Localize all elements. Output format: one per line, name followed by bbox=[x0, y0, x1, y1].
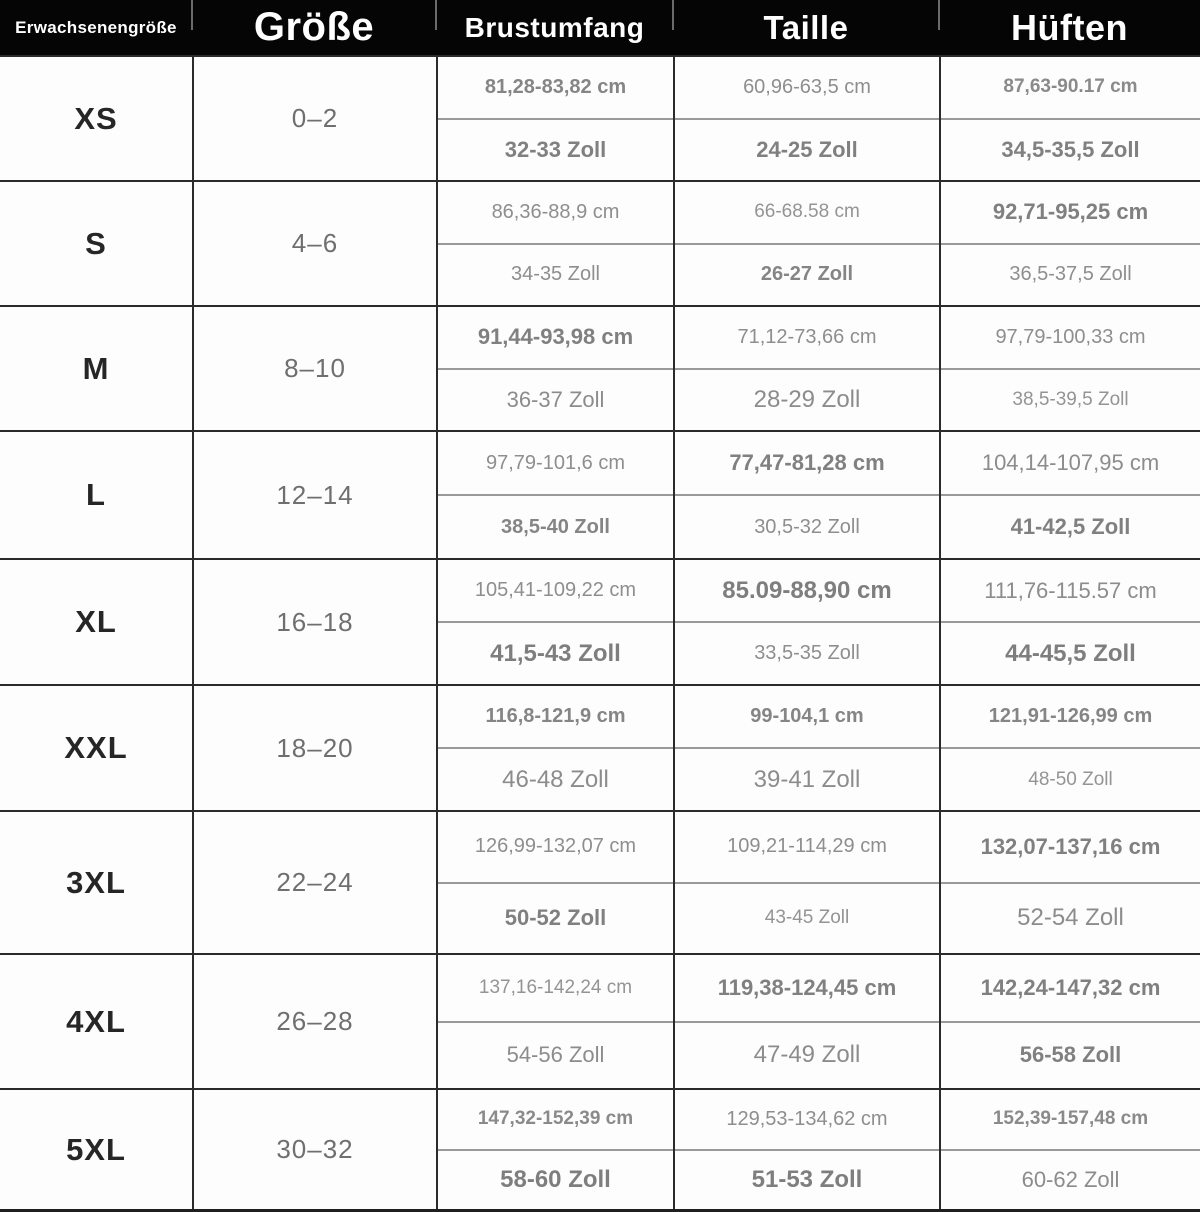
hips-zoll-cell: 41-42,5 Zoll bbox=[941, 494, 1200, 558]
table-row bbox=[0, 55, 1200, 180]
hips-cell-group bbox=[939, 560, 1200, 684]
hips-cm-cell: 92,71-95,25 cm bbox=[992, 199, 1149, 225]
chest-cell-group bbox=[436, 560, 673, 684]
hips-cm-cell: 111,76-115.57 cm bbox=[984, 577, 1157, 603]
waist-cm-cell: 85.09-88,90 cm bbox=[722, 576, 892, 604]
chest-cm-cell: 126,99-132,07 cm bbox=[474, 835, 637, 858]
chest-zoll-cell: 34-35 Zoll bbox=[438, 243, 673, 306]
table-row bbox=[0, 810, 1200, 953]
hips-zoll-cell: 44-45,5 Zoll bbox=[941, 621, 1200, 684]
size-cell: L bbox=[86, 477, 106, 512]
hips-zoll-cell: 52-54 Zoll bbox=[941, 882, 1200, 954]
size-cell: M bbox=[82, 350, 110, 386]
hips-cell-group bbox=[939, 182, 1200, 305]
hips-cm-cell: 97,79-100,33 cm bbox=[995, 325, 1146, 348]
chest-zoll-cell: 41,5-43 Zoll bbox=[438, 621, 673, 684]
hips-zoll-cell: 36,5-37,5 Zoll bbox=[941, 243, 1200, 306]
waist-cell-group bbox=[673, 182, 939, 305]
hips-cell-group bbox=[939, 812, 1200, 953]
hips-cm-cell: 121,91-126,99 cm bbox=[988, 705, 1153, 727]
chest-cm-cell: 105,41-109,22 cm bbox=[474, 579, 637, 601]
chest-cm-cell: 147,32-152,39 cm bbox=[477, 1108, 634, 1130]
chest-cell-group bbox=[436, 812, 673, 953]
chest-cell-group bbox=[436, 57, 673, 180]
chest-zoll-cell: 46-48 Zoll bbox=[438, 747, 673, 810]
waist-zoll-cell: 24-25 Zoll bbox=[675, 118, 939, 181]
chest-cell-group bbox=[436, 955, 673, 1088]
hips-cm-cell: 142,24-147,32 cm bbox=[980, 974, 1161, 1000]
chest-cm-cell: 137,16-142,24 cm bbox=[478, 976, 633, 998]
header-size: Größe bbox=[192, 0, 436, 55]
size-cell: XL bbox=[75, 604, 117, 639]
size-range-cell: 16–18 bbox=[192, 560, 436, 684]
chest-cell-group bbox=[436, 1090, 673, 1209]
chest-cell-group bbox=[436, 307, 673, 430]
chest-zoll-cell: 38,5-40 Zoll bbox=[438, 494, 673, 558]
size-range-cell: 4–6 bbox=[192, 182, 436, 305]
chest-cm-cell: 81,28-83,82 cm bbox=[484, 75, 627, 98]
table-row bbox=[0, 558, 1200, 684]
waist-zoll-cell: 43-45 Zoll bbox=[675, 882, 939, 954]
waist-cell-group bbox=[673, 560, 939, 684]
header-hips: Hüften bbox=[939, 0, 1200, 55]
hips-zoll-cell: 56-58 Zoll bbox=[941, 1021, 1200, 1089]
chest-cm-cell: 116,8-121,9 cm bbox=[485, 705, 626, 727]
waist-cm-cell: 77,47-81,28 cm bbox=[729, 450, 885, 475]
chest-cell-group bbox=[436, 686, 673, 810]
waist-cell-group bbox=[673, 432, 939, 558]
waist-cell-group bbox=[673, 686, 939, 810]
chest-zoll-cell: 36-37 Zoll bbox=[438, 368, 673, 431]
waist-cm-cell: 109,21-114,29 cm bbox=[727, 835, 887, 858]
hips-cell-group bbox=[939, 57, 1200, 180]
hips-cell-group bbox=[939, 307, 1200, 430]
chest-zoll-cell: 32-33 Zoll bbox=[438, 118, 673, 181]
hips-cm-cell: 132,07-137,16 cm bbox=[980, 833, 1161, 859]
chest-cm-cell: 91,44-93,98 cm bbox=[477, 324, 634, 350]
size-range-cell: 22–24 bbox=[192, 812, 436, 953]
size-cell: 3XL bbox=[66, 864, 126, 900]
size-cell: XS bbox=[74, 100, 118, 136]
chest-cell-group bbox=[436, 182, 673, 305]
waist-zoll-cell: 47-49 Zoll bbox=[675, 1021, 939, 1089]
hips-cell-group bbox=[939, 955, 1200, 1088]
chest-cell-group bbox=[436, 432, 673, 558]
size-cell: XXL bbox=[64, 730, 128, 765]
header-chest: Brustumfang bbox=[436, 0, 673, 55]
hips-cm-cell: 152,39-157,48 cm bbox=[992, 1108, 1149, 1130]
hips-zoll-cell: 60-62 Zoll bbox=[941, 1149, 1200, 1210]
waist-zoll-cell: 26-27 Zoll bbox=[675, 243, 939, 306]
table-row bbox=[0, 684, 1200, 810]
waist-zoll-cell: 51-53 Zoll bbox=[675, 1149, 939, 1210]
waist-cm-cell: 129,53-134,62 cm bbox=[726, 1107, 888, 1130]
chest-zoll-cell: 54-56 Zoll bbox=[438, 1021, 673, 1089]
table-row bbox=[0, 1088, 1200, 1209]
waist-zoll-cell: 30,5-32 Zoll bbox=[675, 494, 939, 558]
hips-cell-group bbox=[939, 432, 1200, 558]
chest-zoll-cell: 58-60 Zoll bbox=[438, 1149, 673, 1210]
waist-zoll-cell: 28-29 Zoll bbox=[675, 368, 939, 431]
hips-cm-cell: 87,63-90.17 cm bbox=[1003, 76, 1138, 98]
hips-zoll-cell: 38,5-39,5 Zoll bbox=[941, 368, 1200, 431]
table-body bbox=[0, 55, 1200, 1209]
table-header bbox=[0, 0, 1200, 55]
table-row bbox=[0, 430, 1200, 558]
waist-cm-cell: 66-68.58 cm bbox=[754, 201, 860, 223]
waist-zoll-cell: 33,5-35 Zoll bbox=[675, 621, 939, 684]
size-cell: 4XL bbox=[66, 1003, 126, 1039]
size-range-cell: 0–2 bbox=[192, 57, 436, 180]
size-range-cell: 12–14 bbox=[192, 432, 436, 558]
size-cell: S bbox=[85, 225, 107, 261]
table-row bbox=[0, 953, 1200, 1088]
chest-cm-cell: 86,36-88,9 cm bbox=[491, 200, 620, 223]
size-range-cell: 8–10 bbox=[192, 307, 436, 430]
size-cell: 5XL bbox=[66, 1131, 126, 1167]
waist-cell-group bbox=[673, 57, 939, 180]
size-range-cell: 30–32 bbox=[192, 1090, 436, 1209]
waist-cell-group bbox=[673, 955, 939, 1088]
waist-cm-cell: 119,38-124,45 cm bbox=[717, 974, 897, 1000]
waist-cm-cell: 71,12-73,66 cm bbox=[737, 325, 877, 348]
hips-cell-group bbox=[939, 1090, 1200, 1209]
chest-zoll-cell: 50-52 Zoll bbox=[438, 882, 673, 954]
hips-cell-group bbox=[939, 686, 1200, 810]
waist-cell-group bbox=[673, 1090, 939, 1209]
waist-cell-group bbox=[673, 307, 939, 430]
waist-zoll-cell: 39-41 Zoll bbox=[675, 747, 939, 810]
table-row bbox=[0, 305, 1200, 430]
size-range-cell: 18–20 bbox=[192, 686, 436, 810]
hips-zoll-cell: 48-50 Zoll bbox=[941, 747, 1200, 810]
waist-cm-cell: 99-104,1 cm bbox=[750, 705, 864, 727]
hips-zoll-cell: 34,5-35,5 Zoll bbox=[941, 118, 1200, 181]
waist-cell-group bbox=[673, 812, 939, 953]
header-adult-size: Erwachsenengröße bbox=[15, 17, 177, 37]
size-range-cell: 26–28 bbox=[192, 955, 436, 1088]
table-row bbox=[0, 180, 1200, 305]
chest-cm-cell: 97,79-101,6 cm bbox=[486, 451, 625, 474]
waist-cm-cell: 60,96-63,5 cm bbox=[743, 75, 871, 98]
header-waist: Taille bbox=[673, 0, 939, 55]
hips-cm-cell: 104,14-107,95 cm bbox=[981, 450, 1160, 475]
